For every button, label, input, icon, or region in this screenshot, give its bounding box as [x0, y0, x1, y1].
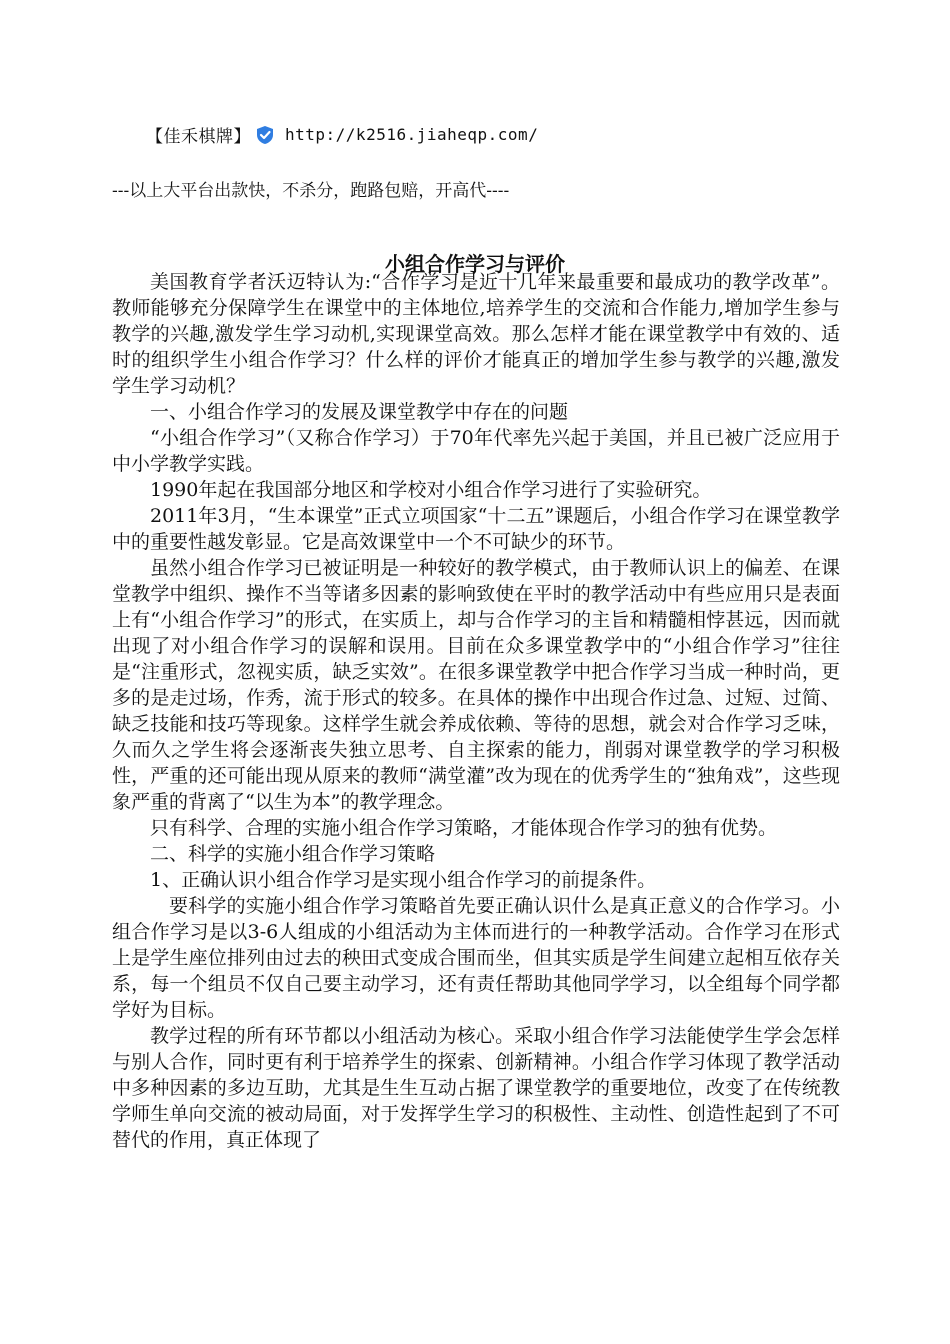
section-heading: 一、小组合作学习的发展及课堂教学中存在的问题 [150, 401, 569, 423]
promo-slogan: ---以上大平台出款快，不杀分，跑路包赔，开高代---- [112, 181, 510, 201]
brand-name: 【佳禾棋牌】 [146, 127, 251, 147]
paragraph: 美国教育学者沃迈特认为:“合作学习是近十几年来最重要和最成功的教学改革”。教师能够充分保障学生在课堂中的主体地位,培养学生的交流和合作能力,增加学生参与教学的兴趣,激发学生学习动机,实现课堂高效。那么怎样才能在课堂教学中有效的、适时的组织学生小组合作学习？什么样的评价才能真正的增加学生参与教学的兴趣,激发学生学习动机？ [112, 271, 840, 397]
section-heading: 二、科学的实施小组合作学习策略 [150, 843, 436, 865]
paragraph: 要科学的实施小组合作学习策略首先要正确认识什么是真正意义的合作学习。小组合作学习是以3-6人组成的小组活动为主体而进行的一种教学活动。合作学习在形式上是学生座位排列由过去的秧田式变成合围而坐，但其实质是学生间建立起相互依存关系，每一个组员不仅自己要主动学习，还有责任帮助其他同学学习，以全组每个同学都学好为目标。 [112, 895, 840, 1021]
header-line [146, 122, 538, 147]
paragraph: 1990年起在我国部分地区和学校对小组合作学习进行了实验研究。 [150, 479, 712, 501]
document-title: 小组合作学习与评价 [385, 252, 565, 276]
paragraph: 2011年3月，“生本课堂”正式立项国家“十二五”课题后，小组合作学习在课堂教学中的重要性越发彰显。它是高效课堂中一个不可缺少的环节。 [112, 505, 840, 553]
subsection-heading: 1、正确认识小组合作学习是实现小组合作学习的前提条件。 [150, 869, 657, 891]
document-body [112, 269, 840, 1153]
paragraph: 教学过程的所有环节都以小组活动为核心。采取小组合作学习法能使学生学会怎样与别人合作，同时更有利于培养学生的探索、创新精神。小组合作学习体现了教学活动中多种因素的多边互助，尤其是生生互动占据了课堂教学的重要地位，改变了在传统教学师生单向交流的被动局面，对于发挥学生学习的积极性、主动性、创造性起到了不可替代的作用，真正体现了 [112, 1025, 840, 1151]
paragraph: 只有科学、合理的实施小组合作学习策略，才能体现合作学习的独有优势。 [150, 817, 778, 839]
shield-check-icon [255, 125, 275, 145]
site-url-link[interactable]: http://k2516.jiaheqp.com/ [285, 125, 539, 144]
paragraph: “小组合作学习”（又称合作学习）于70年代率先兴起于美国，并且已被广泛应用于中小学教学实践。 [112, 427, 840, 475]
paragraph: 虽然小组合作学习已被证明是一种较好的教学模式，由于教师认识上的偏差、在课堂教学中组织、操作不当等诸多因素的影响致使在平时的教学活动中有些应用只是表面上有“小组合作学习”的形式，在实质上，却与合作学习的主旨和精髓相悖甚远，因而就出现了对小组合作学习的误解和误用。目前在众多课堂教学中的“小组合作学习”往往是“注重形式，忽视实质，缺乏实效”。在很多课堂教学中把合作学习当成一种时尚，更多的是走过场，作秀，流于形式的较多。在具体的操作中出现合作过急、过短、过简、缺乏技能和技巧等现象。这样学生就会养成依赖、等待的思想，就会对合作学习乏味，久而久之学生将会逐渐丧失独立思考、自主探索的能力，削弱对课堂教学的学习积极性，严重的还可能出现从原来的教师“满堂灌”改为现在的优秀学生的“独角戏”，这些现象严重的背离了“以生为本”的教学理念。 [112, 557, 840, 813]
